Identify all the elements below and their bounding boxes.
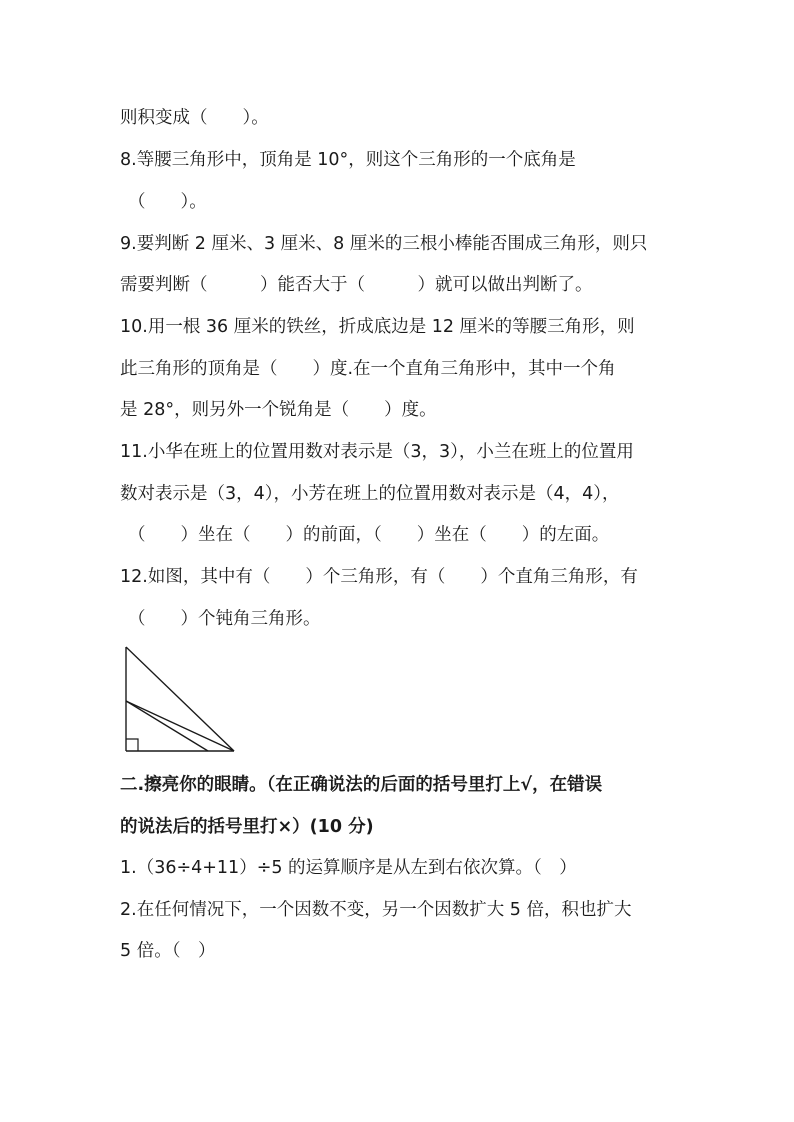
question-11-line-3: （ ）坐在（ ）的前面，（ ）坐在（ ）的左面。 bbox=[128, 525, 610, 545]
judge-question-2-line-2: 5 倍。（ ） bbox=[120, 941, 216, 961]
judge-question-1: 1.（36÷4+11）÷5 的运算顺序是从左到右依次算。（ ） bbox=[120, 858, 577, 878]
right-angle-marker bbox=[126, 739, 138, 751]
triangle-hypotenuse bbox=[126, 647, 234, 751]
inner-segment-1 bbox=[126, 701, 234, 751]
judge-question-2-line-1: 2.在任何情况下，一个因数不变，另一个因数扩大 5 倍，积也扩大 bbox=[120, 900, 632, 920]
question-10-line-3: 是 28°，则另外一个锐角是（ ）度。 bbox=[120, 400, 437, 420]
question-11-line-1: 11.小华在班上的位置用数对表示是（3，3），小兰在班上的位置用 bbox=[120, 442, 634, 462]
section-2-heading-line-2: 的说法后的括号里打×）(10 分) bbox=[120, 817, 374, 837]
question-9-line-2: 需要判断（ ）能否大于（ ）就可以做出判断了。 bbox=[120, 275, 593, 295]
question-8-line-1: 8.等腰三角形中，顶角是 10°，则这个三角形的一个底角是 bbox=[120, 150, 576, 170]
question-12-line-2: （ ）个钝角三角形。 bbox=[128, 609, 321, 629]
section-2-heading-line-1: 二.擦亮你的眼睛。（在正确说法的后面的括号里打上√，在错误 bbox=[120, 775, 603, 795]
question-9-line-1: 9.要判断 2 厘米、3 厘米、8 厘米的三根小棒能否围成三角形，则只 bbox=[120, 234, 648, 254]
question-10-line-1: 10.用一根 36 厘米的铁丝，折成底边是 12 厘米的等腰三角形，则 bbox=[120, 317, 635, 337]
question-8-line-2: （ ）。 bbox=[128, 192, 207, 212]
triangle-figure bbox=[118, 643, 240, 755]
question-10-line-2: 此三角形的顶角是（ ）度.在一个直角三角形中，其中一个角 bbox=[120, 359, 616, 379]
question-7-continuation: 则积变成（ ）。 bbox=[120, 108, 269, 128]
question-11-line-2: 数对表示是（3，4），小芳在班上的位置用数对表示是（4，4）， bbox=[120, 484, 620, 504]
question-12-line-1: 12.如图，其中有（ ）个三角形，有（ ）个直角三角形，有 bbox=[120, 567, 638, 587]
